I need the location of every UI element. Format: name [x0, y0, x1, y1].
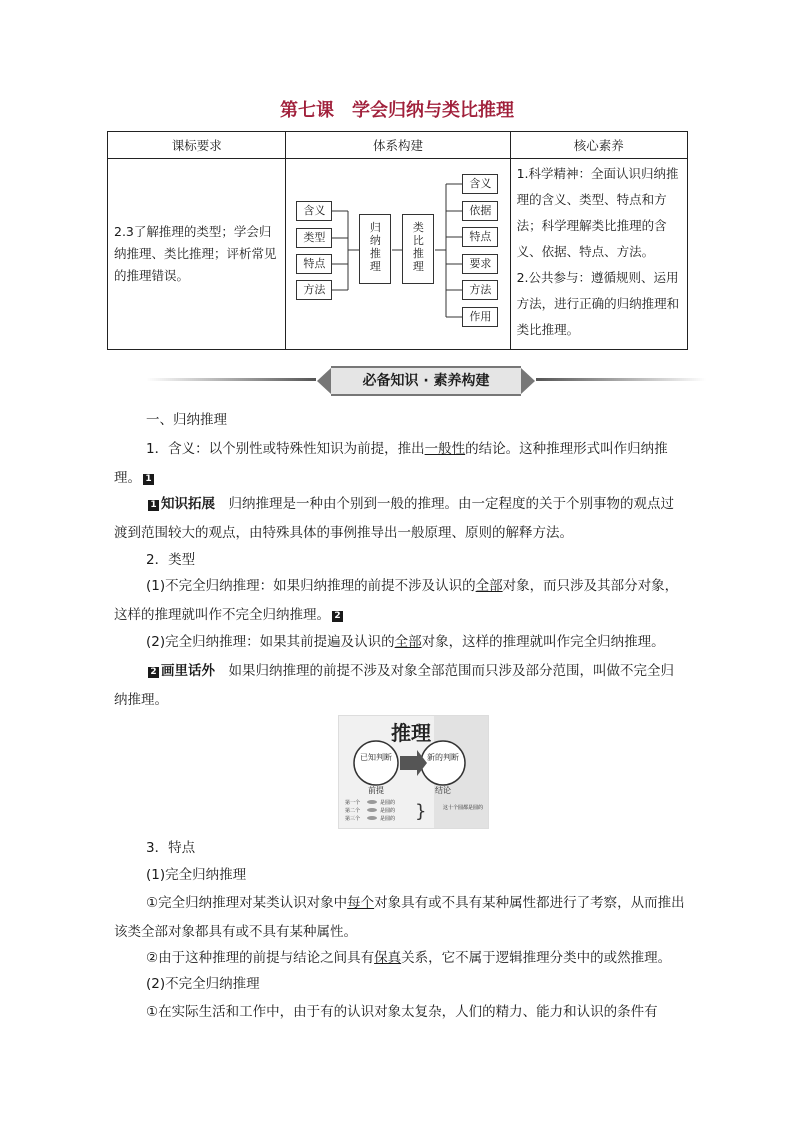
diagram-center-box: 归纳推理	[359, 214, 391, 284]
header-standards: 课标要求	[108, 132, 286, 159]
figure-title: 推理	[391, 721, 431, 745]
diagram-right-box: 作用	[462, 307, 498, 327]
banner-rule-left	[146, 378, 316, 381]
figure-right-circle: 新的判断	[427, 753, 459, 762]
note-mark: 1	[148, 500, 159, 511]
diagram-right-box: 方法	[462, 280, 498, 300]
banner-rule-right	[536, 378, 706, 381]
system-diagram	[286, 159, 510, 350]
figure-right-caption: 结论	[435, 786, 451, 795]
paragraph-incomplete: (1)不完全归纳推理：如果归纳推理的前提不涉及认识的全部对象，而只涉及其部分对象，这样的推理就叫作不完全归纳推理。 2	[114, 578, 679, 623]
subheading-features: 3．特点	[146, 840, 196, 856]
paragraph-feature-2: ②由于这种推理的前提与结论之间具有保真关系，它不属于逻辑推理分类中的或然推理。	[146, 950, 672, 966]
note-mark: 1	[143, 474, 154, 485]
banner-title: 必备知识 · 素养构建	[331, 366, 521, 396]
paragraph-definition: 1．含义：以个别性或特殊性知识为前提，推出一般性的结论。这种推理形式叫作归纳推理。 1	[114, 441, 668, 486]
diagram-right-box: 依据	[462, 201, 498, 221]
figure-row-tail: 是圆的	[380, 800, 396, 806]
figure-row: 第二个	[345, 808, 361, 814]
section-heading: 一、归纳推理	[146, 412, 227, 428]
figure-row-tail: 是圆的	[380, 816, 396, 822]
figure-left-caption: 前提	[368, 786, 384, 795]
header-literacy: 核心素养	[510, 132, 687, 159]
diagram-left-box: 特点	[296, 254, 332, 274]
note-mark: 2	[148, 667, 159, 678]
section-banner	[146, 362, 706, 396]
diagram-right-box: 特点	[462, 227, 498, 247]
reasoning-figure	[338, 715, 489, 829]
subheading-types: 2．类型	[146, 552, 196, 568]
diagram-left-box: 方法	[296, 280, 332, 300]
standards-cell: 2.3了解推理的类型；学会归纳推理、类比推理；评析常见的推理错误。	[108, 159, 286, 350]
diagram-right-box: 要求	[462, 254, 498, 274]
paragraph-extension: 1 知识拓展 归纳推理是一种由个别到一般的推理。由一定程度的关于个别事物的观点过渡到范围较大的观点，由特殊具体的事例推导出一般原理、原则的解释方法。	[114, 496, 674, 541]
figure-left-circle: 已知判断	[360, 753, 392, 762]
paragraph-picture-note: 2 画里话外 如果归纳推理的前提不涉及对象全部范围而只涉及部分范围，叫做不完全归纳推理。	[114, 663, 674, 708]
header-system: 体系构建	[286, 132, 510, 159]
curriculum-table	[107, 131, 688, 350]
subheading-complete: (1)完全归纳推理	[146, 867, 247, 883]
note-mark: 2	[332, 611, 343, 622]
figure-conclusion: 这十个圆都是圆的	[443, 805, 484, 811]
paragraph-incomplete-feature: ①在实际生活和工作中，由于有的认识对象太复杂，人们的精力、能力和认识的条件有	[146, 1004, 658, 1020]
subheading-incomplete: (2)不完全归纳推理	[146, 976, 260, 992]
reasoning-illustration	[339, 716, 488, 828]
literacy-cell	[510, 159, 687, 350]
figure-row: 第三个	[345, 816, 361, 822]
paragraph-complete: (2)完全归纳推理：如果其前提遍及认识的全部对象，这样的推理就叫作完全归纳推理。	[146, 634, 665, 650]
diagram-right-box: 含义	[462, 174, 498, 194]
page-title: 第七课 学会归纳与类比推理	[280, 100, 514, 121]
paragraph-feature-1: ①完全归纳推理对某类认识对象中每个对象具有或不具有某种属性都进行了考察，从而推出该类全部对象都具有或不具有某种属性。	[114, 895, 685, 940]
literacy-line: 2.公共参与：遵循规则、运用方法，进行正确的归纳推理和类比推理。	[516, 270, 680, 337]
diagram-middle-box: 类比推理	[402, 214, 434, 284]
figure-row-tail: 是圆的	[380, 808, 396, 814]
figure-row: 第一个	[345, 800, 361, 806]
svg-text:}: }	[415, 801, 427, 822]
literacy-line: 1.科学精神：全面认识归纳推理的含义、类型、特点和方法；科学理解类比推理的含义、依据、特点、方法。	[516, 166, 679, 259]
diagram-left-box: 含义	[296, 201, 332, 221]
diagram-left-box: 类型	[296, 228, 332, 248]
